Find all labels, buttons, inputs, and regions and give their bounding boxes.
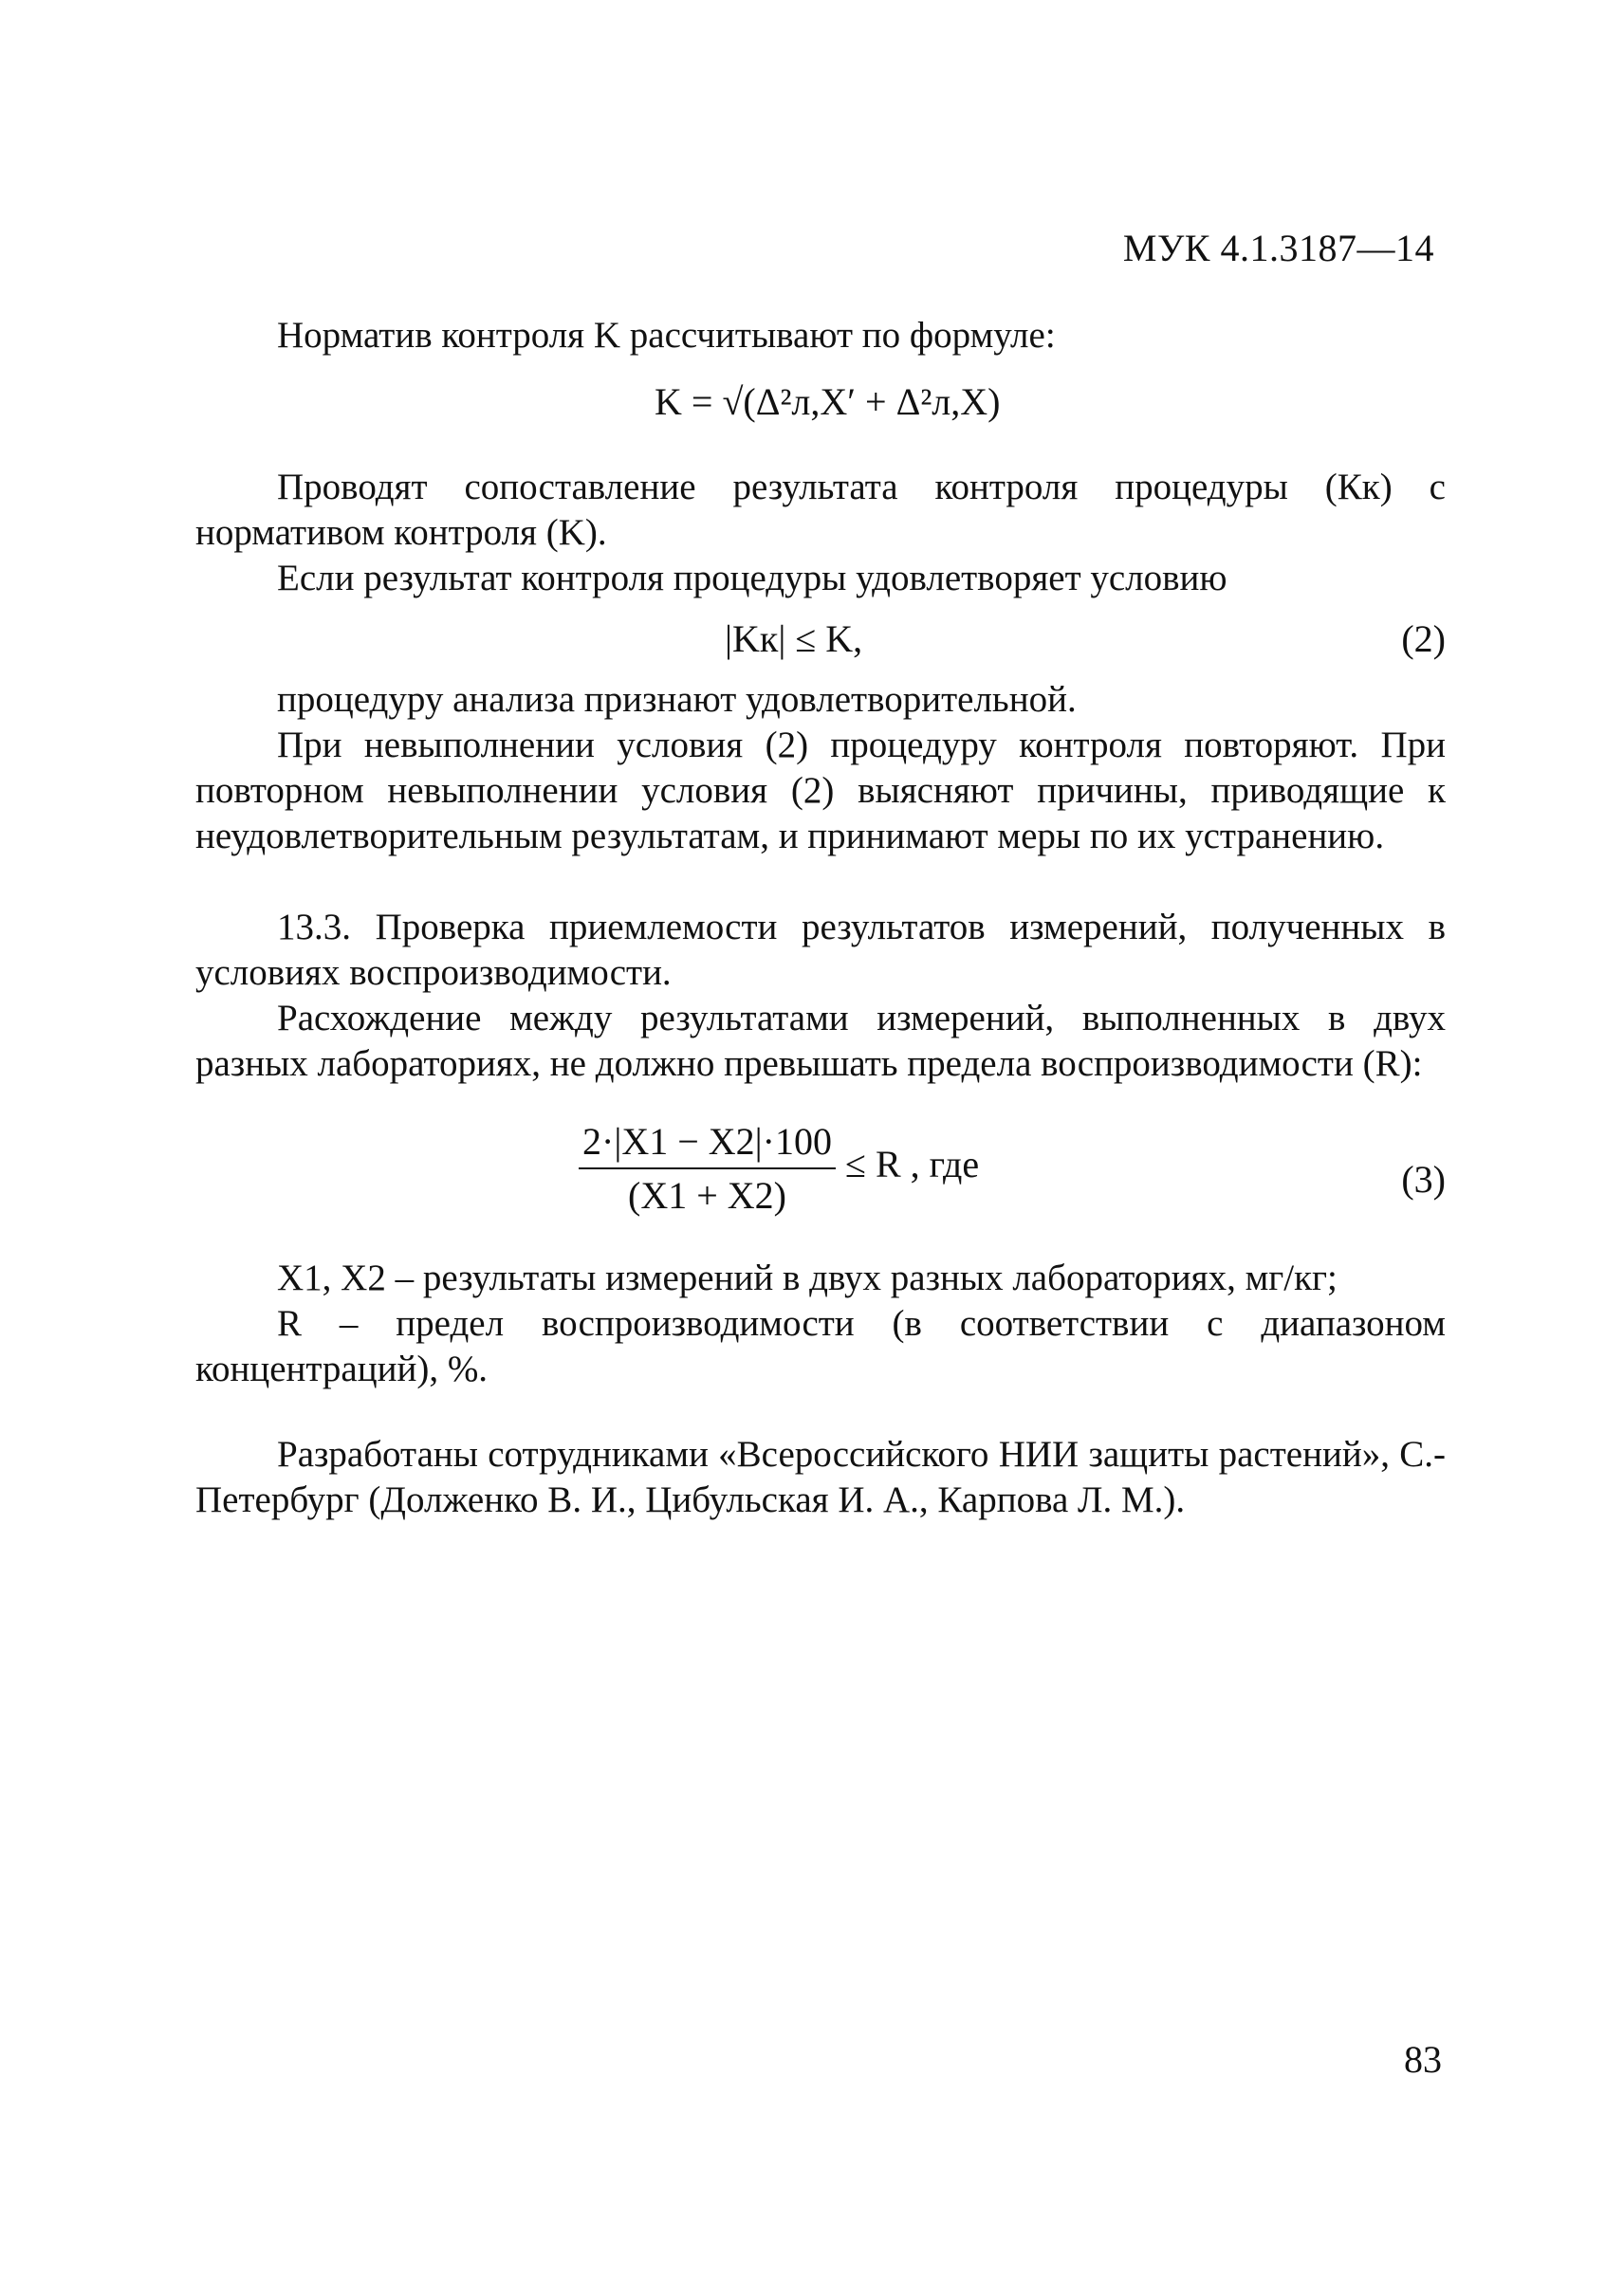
formula-condition-text: |Kк| ≤ K, xyxy=(725,617,863,660)
formula-tail: ≤ R , где xyxy=(845,1143,980,1186)
paragraph-text: Норматив контроля K рассчитывают по формуле: xyxy=(277,315,1056,356)
paragraph-reproducibility xyxy=(195,996,1446,1087)
paragraph-text: R – предел воспроизводимости (в соответствии с диапазоном концентраций), %. xyxy=(195,1303,1446,1389)
formula-k-text: K = √(Δ²л,X′ + Δ²л,X) xyxy=(655,380,1001,423)
paragraph-text: процедуру анализа признают удовлетворительной. xyxy=(277,679,1077,720)
document-code: МУК 4.1.3187—14 xyxy=(1122,227,1434,269)
paragraph-text: Расхождение между результатами измерений, выполненных в двух разных лабораториях, не должно превышать предела воспроизводимости (R): xyxy=(195,998,1446,1084)
fraction-numerator: 2·|X1 − X2|·100 xyxy=(579,1119,836,1169)
formula-reproducibility xyxy=(579,1119,979,1218)
fraction-denominator: (X1 + X2) xyxy=(628,1174,786,1217)
paragraph-norm-formula-intro xyxy=(195,313,1446,358)
paragraph-procedure-ok xyxy=(195,677,1446,723)
equation-number-2: (2) xyxy=(1401,617,1446,660)
paragraph-condition-intro xyxy=(195,556,1446,601)
equation-number-3: (3) xyxy=(1401,1158,1446,1201)
formula-k xyxy=(655,379,1000,424)
paragraph-section-13-3 xyxy=(195,905,1446,996)
paragraph-r-definition xyxy=(195,1301,1446,1392)
paragraph-text: Разработаны сотрудниками «Всероссийского НИИ защиты растений», С.-Петербург (Долженко В. И., Цибульская И. А., Карпова Л. М.). xyxy=(195,1434,1446,1520)
paragraph-authors xyxy=(195,1432,1446,1523)
formula-condition xyxy=(725,616,862,661)
paragraph-repeat-control xyxy=(195,723,1446,859)
paragraph-x-definition xyxy=(195,1256,1446,1301)
paragraph-text: 13.3. Проверка приемлемости результатов измерений, полученных в условиях воспроизводимости. xyxy=(195,907,1446,993)
paragraph-text: При невыполнении условия (2) процедуру контроля повторяют. При повторном невыполнении условия (2) выясняют причины, приводящие к неудовлетворительным результатам, и принимают меры по их устранению. xyxy=(195,725,1446,856)
page-number: 83 xyxy=(1404,2038,1442,2081)
paragraph-text: Если результат контроля процедуры удовлетворяет условию xyxy=(277,558,1227,598)
formula-fraction xyxy=(579,1119,836,1218)
paragraph-text: X1, X2 – результаты измерений в двух разных лабораториях, мг/кг; xyxy=(277,1258,1338,1298)
paragraph-text: Проводят сопоставление результата контроля процедуры (Кк) с нормативом контроля (K). xyxy=(195,467,1446,553)
paragraph-comparison xyxy=(195,465,1446,556)
